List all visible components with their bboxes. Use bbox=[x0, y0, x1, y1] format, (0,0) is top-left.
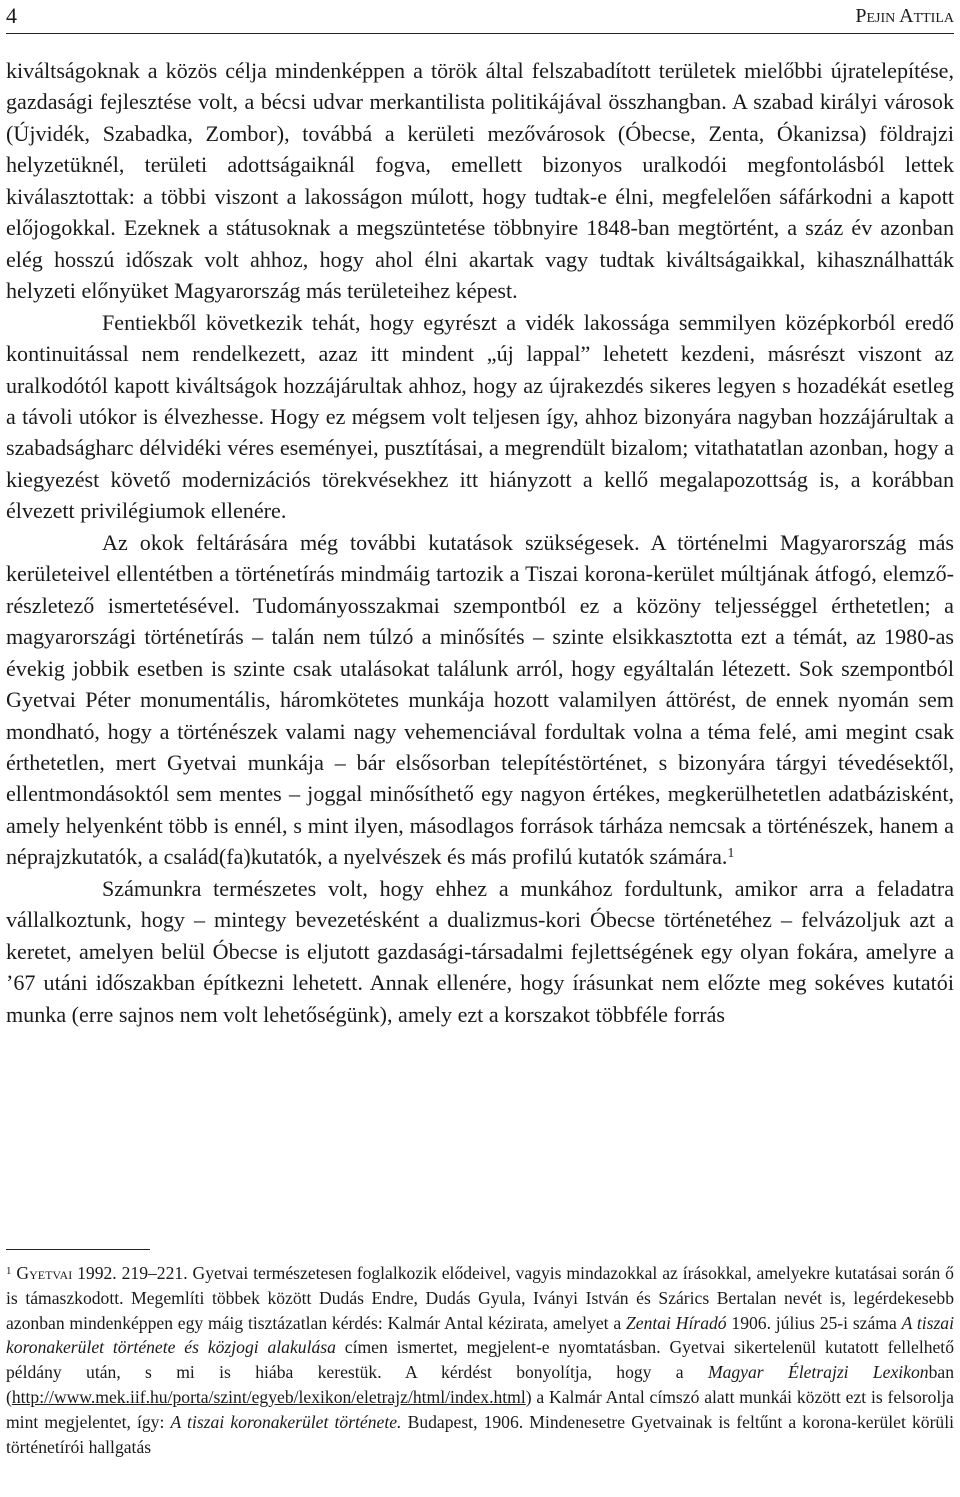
footnote-text-6: Budapest, 1906. Mindenesetre Gyetvainak is feltűnt a korona-kerület körüli történetírói hallgatás bbox=[6, 1411, 955, 1457]
paragraph-4 bbox=[6, 873, 954, 1030]
footnote-title-4: A tiszai koronakerület története. bbox=[170, 1411, 402, 1432]
running-head: Pejin Attila bbox=[855, 5, 954, 27]
header-rule bbox=[6, 33, 954, 34]
paragraph-4-text: Számunkra természetes volt, hogy ehhez a munkához fordultunk, amikor arra a feladatra vállalkoztunk, hogy – mintegy bevezetésként a dualizmus-kori Óbecse történetéhez – felvázoljuk azt a keretet, amelyen belül Óbecse is eljutott gazdasági-társadalmi fejlettségének egy olyan fokára, amelyre a ’67 utáni időszakban építkezni lehetett. Annak ellenére, hogy írásunkat nem előzte meg sokéves kutatói munka (erre sajnos nem volt lehetőségünk), amely ezt a korszakot többféle forrás bbox=[6, 875, 954, 1027]
footnote-number: 1 bbox=[6, 1264, 12, 1277]
page-header bbox=[6, 2, 954, 30]
paragraph-2-text: Fentiekből következik tehát, hogy egyrészt a vidék lakossága semmilyen középkorból eredő kontinuitással nem rendelkezett, azaz itt mindent „új lappal” lehetett kezdeni, másrészt viszont az uralkodótól kapott kiváltságok hozzájárultak ahhoz, hogy az újrakezdés sikeres legyen s hozadékát esetleg a távoli utókor is élvezhesse. Hogy ez mégsem volt teljesen így, ahhoz bizonyára nagyban hozzájárultak a szabadságharc délvidéki véres eseményei, pusztításai, a megrendült bizalom; vitathatatlan azonban, hogy a kiegyezést követő modernizációs törekvésekhez itt hiányzott a kellő megalapozottság is, a korábban élvezett privilégiumok ellenére. bbox=[6, 309, 954, 524]
footnote-reference[interactable]: 1 bbox=[727, 845, 735, 861]
footnote-text-3: címen ismertet, megjelent-e nyomtatásban. Gyetvai sikertelenül kutatott fellelhető példány után, s mi is hiába kerestük. A kérdést bonyolítja, hogy a bbox=[6, 1337, 954, 1383]
footnote-title-2: A tiszai koronakerület története és közjogi alakulása bbox=[6, 1312, 954, 1358]
footnote-text-2: 1906. július 25-i száma bbox=[726, 1312, 902, 1333]
paragraph-1-text: kiváltságoknak a közös célja mindenképpen a török által felszabadított területek mielőbbi újratelepítése, gazdasági fejlesztése volt, a bécsi udvar merkantilista politikájával összhangban. A szabad királyi városok (Újvidék, Szabadka, Zombor), továbbá a kerületi mezővárosok (Óbecse, Zenta, Ókanizsa) földrajzi helyzetüknél, területi adottságaiknál fogva, emellett bizonyos uralkodói megfontolásból lettek kiválasztottak: a többi viszont a lakosságon múlott, hogy tudtak-e élni, megfelelően sáfárkodni a kapott előjogokkal. Ezeknek a státusoknak a megszüntetése többnyire 1848-ban megtörtént, a száz év azonban elég hosszú időszak volt ahhoz, hogy ahol élni akartak vagy tudtak kiváltságaikkal, kihasználhatták helyzeti előnyüket Magyarország más területeihez képest. bbox=[6, 58, 954, 304]
footnote-1 bbox=[6, 1261, 954, 1459]
footnote-link[interactable]: http://www.mek.iif.hu/porta/szint/egyeb/lexikon/eletrajz/html/index.html bbox=[11, 1386, 526, 1407]
paragraph-2 bbox=[6, 307, 954, 527]
footnote-text-5: ) a Kalmár Antal címszó alatt munkái között ezt is felsorolja mint megjelentet, így: bbox=[6, 1386, 954, 1432]
footnote-title-3: Magyar Életrajzi Lexikon bbox=[707, 1362, 929, 1383]
footnote-text-4: ban ( bbox=[6, 1362, 955, 1407]
paragraph-1 bbox=[6, 55, 954, 307]
footnote-rule bbox=[6, 1249, 150, 1250]
footnote-author: Gyetvai bbox=[16, 1263, 73, 1283]
footnote-text-1: 1992. 219–221. Gyetvai természetesen foglalkozik elődeivel, vagyis mindazokkal az írásokkal, amelyekre kutatásai során ő is támaszkodott. Megemlíti többek között Dudás Endre, Dudás Gyula, Iványi István és Szárics Bertalan nevét is, legérdekesebb azonban mindenképpen egy máig tisztázatlan kérdés: Kalmár Antal kézirata, amelyet a bbox=[6, 1263, 954, 1333]
footnote-title-1: Zentai Híradó bbox=[625, 1312, 727, 1333]
paragraph-3 bbox=[6, 527, 954, 873]
body-text bbox=[6, 55, 954, 1030]
paragraph-3-text: Az okok feltárására még további kutatások szükségesek. A történelmi Magyarország más kerületeivel ellentétben a történetírás mindmáig tartozik a Tiszai korona-kerület múltjának átfogó, elemző-részletező ismertetésével. Tudományosszakmai szempontból ez a közöny teljességgel érthetetlen; a magyarországi történetírás – talán nem túlzó a minősítés – szinte elsikkasztotta ezt a témát, az 1980-as évekig jobbik esetben is szinte csak utalásokat találunk arról, hogy egyáltalán létezett. Sok szempontból Gyetvai Péter monumentális, háromkötetes munkája hozott valamilyen áttörést, de ennek nyomán sem mondható, hogy a történészek valami nagy vehemenciával fordultak volna a téma felé, ami megint csak érthetetlen, mert Gyetvai munkája – bár elsősorban telepítéstörténet, s bizonyára tárgyi tévedésektől, ellentmondásoktól sem mentes – joggal minősíthető egy nagyon értékes, megkerülhetetlen adatbázisként, amely helyenként több is ennél, s mint ilyen, másodlagos források tárháza nemcsak a történészek, hanem a néprajzkutatók, a család(fa)kutatók, a nyelvészek és más profilú kutatók számára. bbox=[6, 529, 954, 870]
footnotes bbox=[6, 1261, 954, 1459]
page-number: 4 bbox=[6, 3, 17, 28]
